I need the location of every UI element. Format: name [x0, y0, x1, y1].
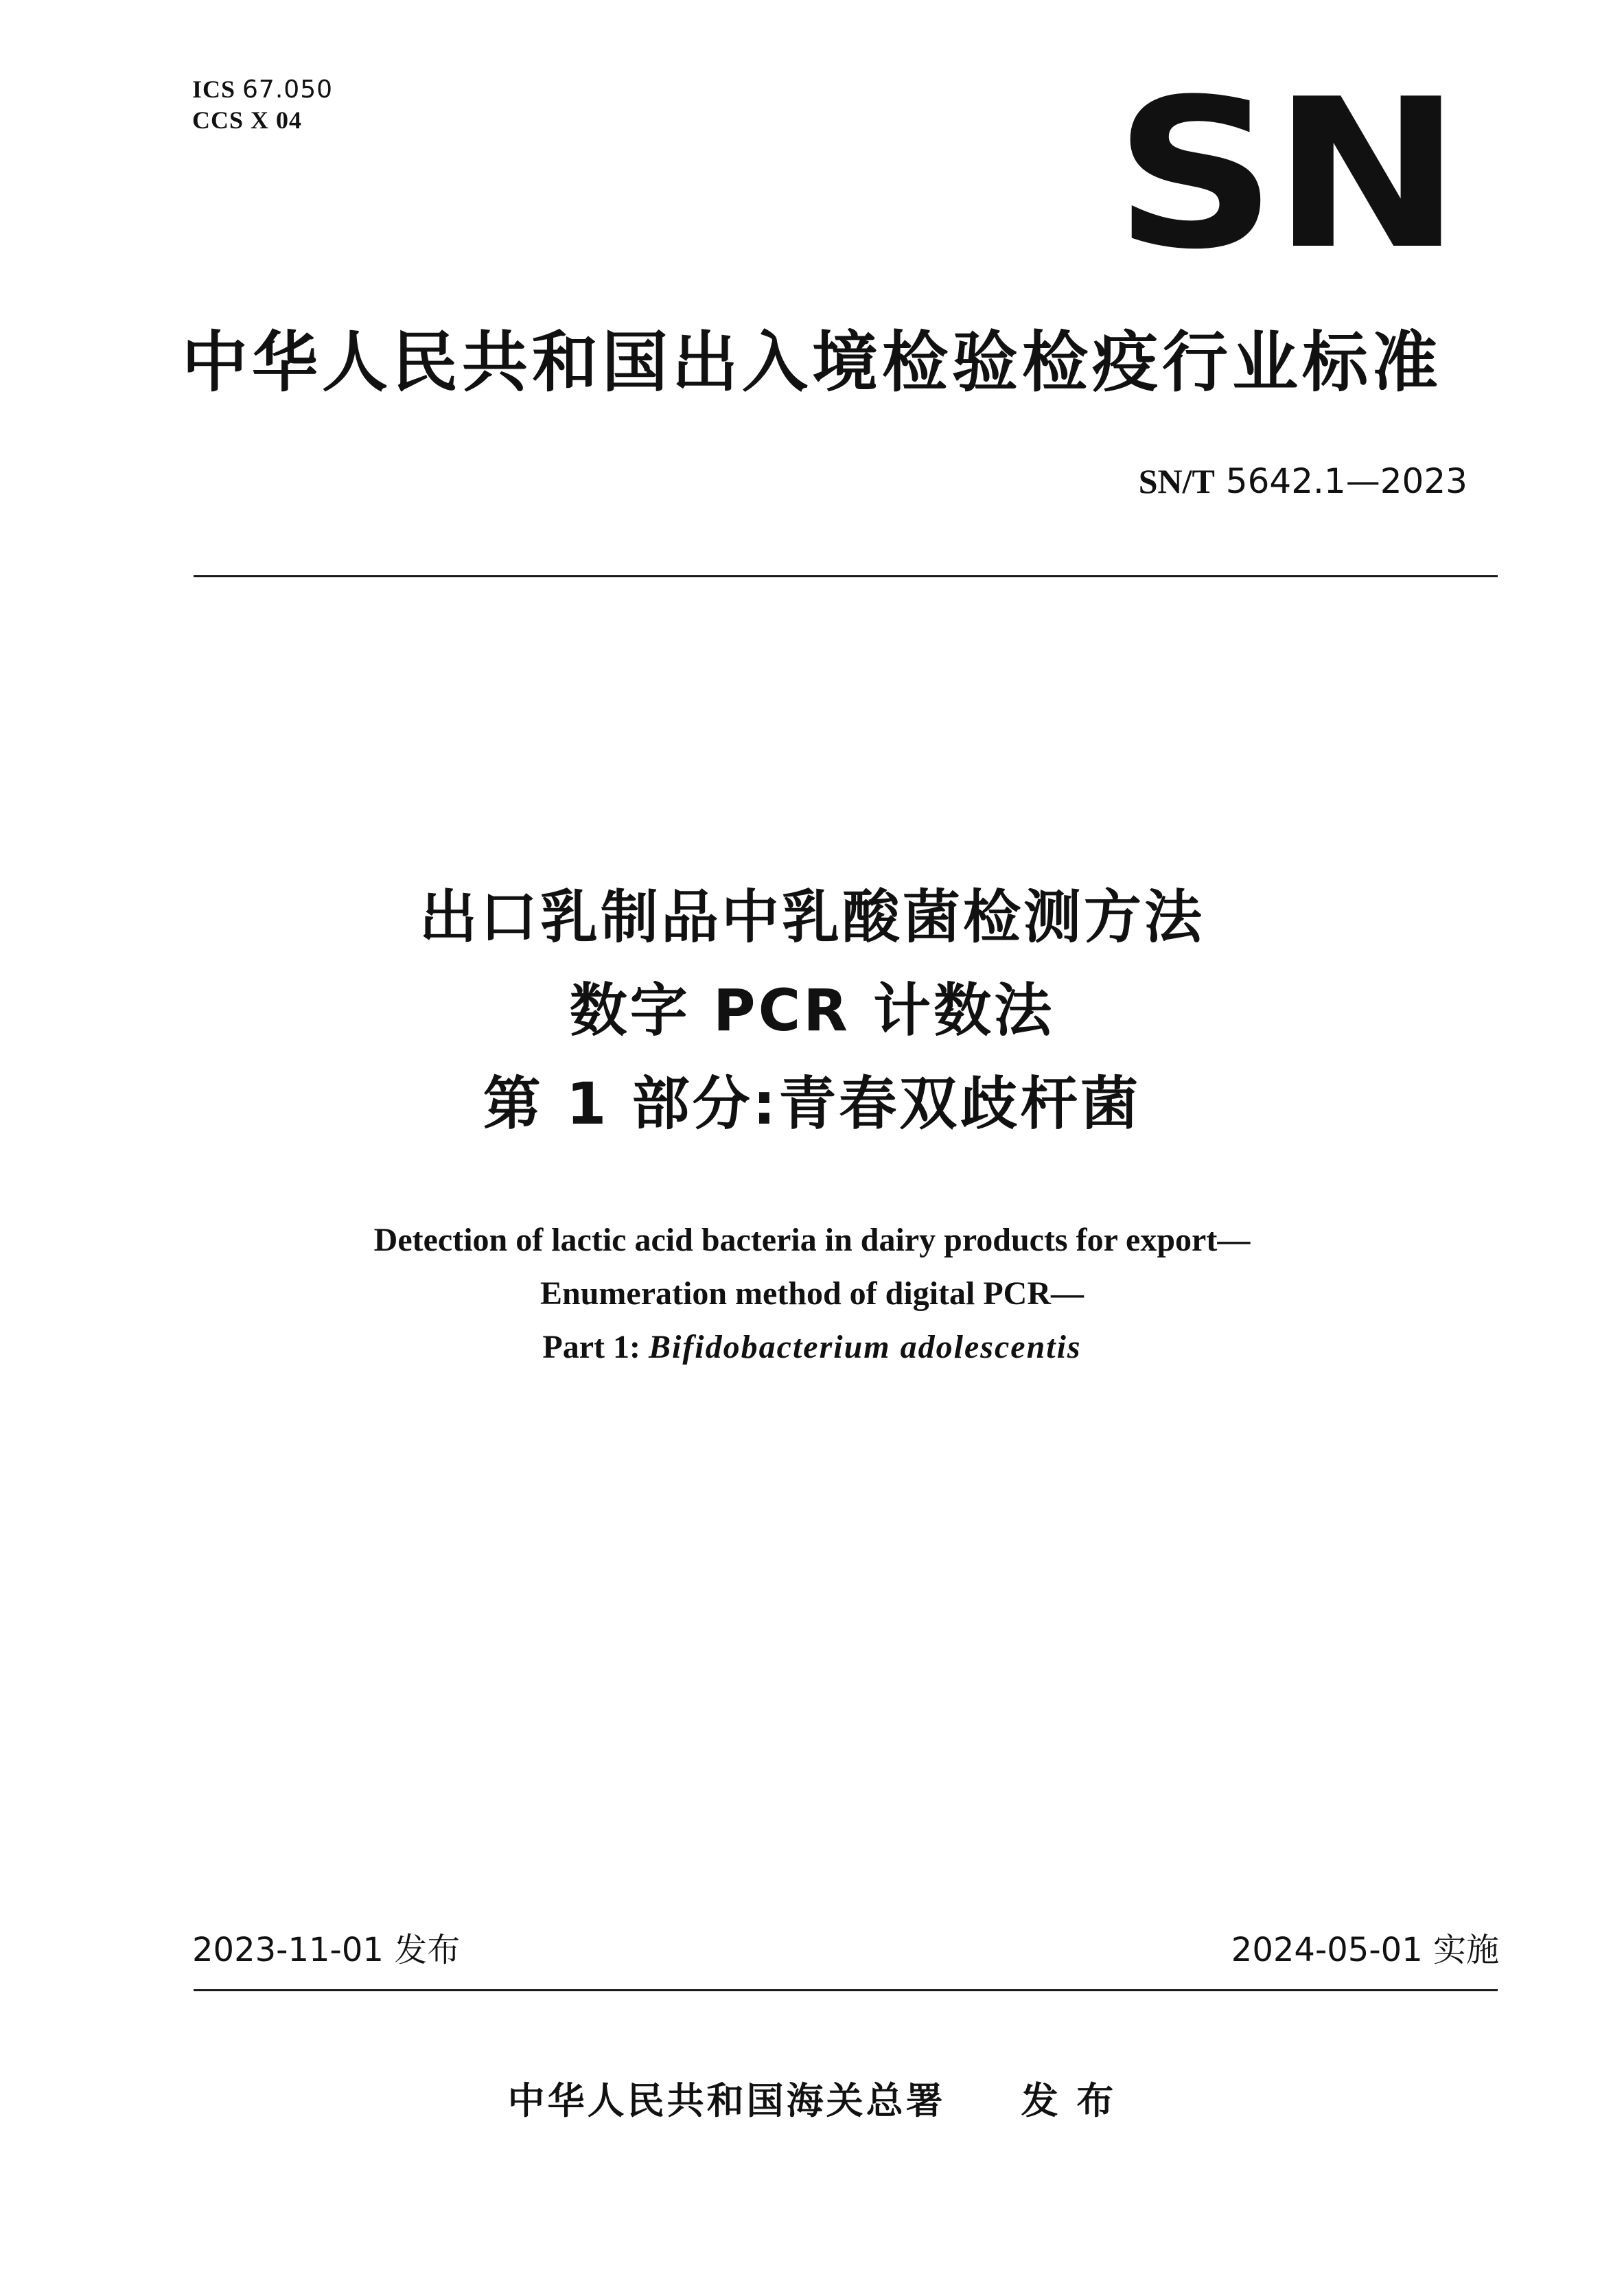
- english-title-part: Part 1:: [542, 1329, 640, 1365]
- english-title-line-2: Enumeration method of digital PCR—: [540, 1275, 1084, 1312]
- ics-value: 67.050: [242, 76, 333, 104]
- ccs-value: X 04: [251, 106, 303, 134]
- logo-text: SN: [1114, 66, 1457, 272]
- issuer-action: 发 布: [1021, 2079, 1117, 2122]
- implementation-date: 2024-05-01 实施: [1231, 1931, 1499, 1969]
- chinese-title-line-1: 出口乳制品中乳酸菌检测方法: [419, 883, 1205, 951]
- standard-category: 中华人民共和国出入境检验检疫行业标准: [182, 324, 1442, 401]
- issuer: [0, 2072, 1624, 2124]
- ics-label: ICS: [192, 76, 236, 103]
- english-title: [0, 1214, 1624, 1374]
- standard-number-value: 5642.1—2023: [1225, 461, 1468, 501]
- chinese-title: [0, 870, 1624, 1150]
- issuer-name: 中华人民共和国海关总署: [507, 2079, 946, 2122]
- ccs-label: CCS: [192, 106, 244, 134]
- issue-date: 2023-11-01 发布: [192, 1931, 461, 1969]
- sn-logo: [1104, 66, 1468, 272]
- standard-number: [1139, 461, 1468, 501]
- chinese-title-line-2: 数字 PCR 计数法: [569, 977, 1055, 1044]
- ics-code: [192, 74, 333, 105]
- classification-codes: [192, 74, 333, 135]
- chinese-title-line-3: 第 1 部分:青春双歧杆菌: [483, 1070, 1141, 1137]
- header-divider: [194, 575, 1498, 577]
- standard-number-prefix: SN/T: [1138, 462, 1215, 500]
- english-title-line-1: Detection of lactic acid bacteria in dairy products for export—: [373, 1222, 1251, 1258]
- english-title-species: Bifidobacterium adolescentis: [648, 1329, 1082, 1365]
- english-title-line-3: [0, 1321, 1624, 1374]
- ccs-code: [192, 105, 333, 135]
- footer-divider: [194, 1989, 1498, 1991]
